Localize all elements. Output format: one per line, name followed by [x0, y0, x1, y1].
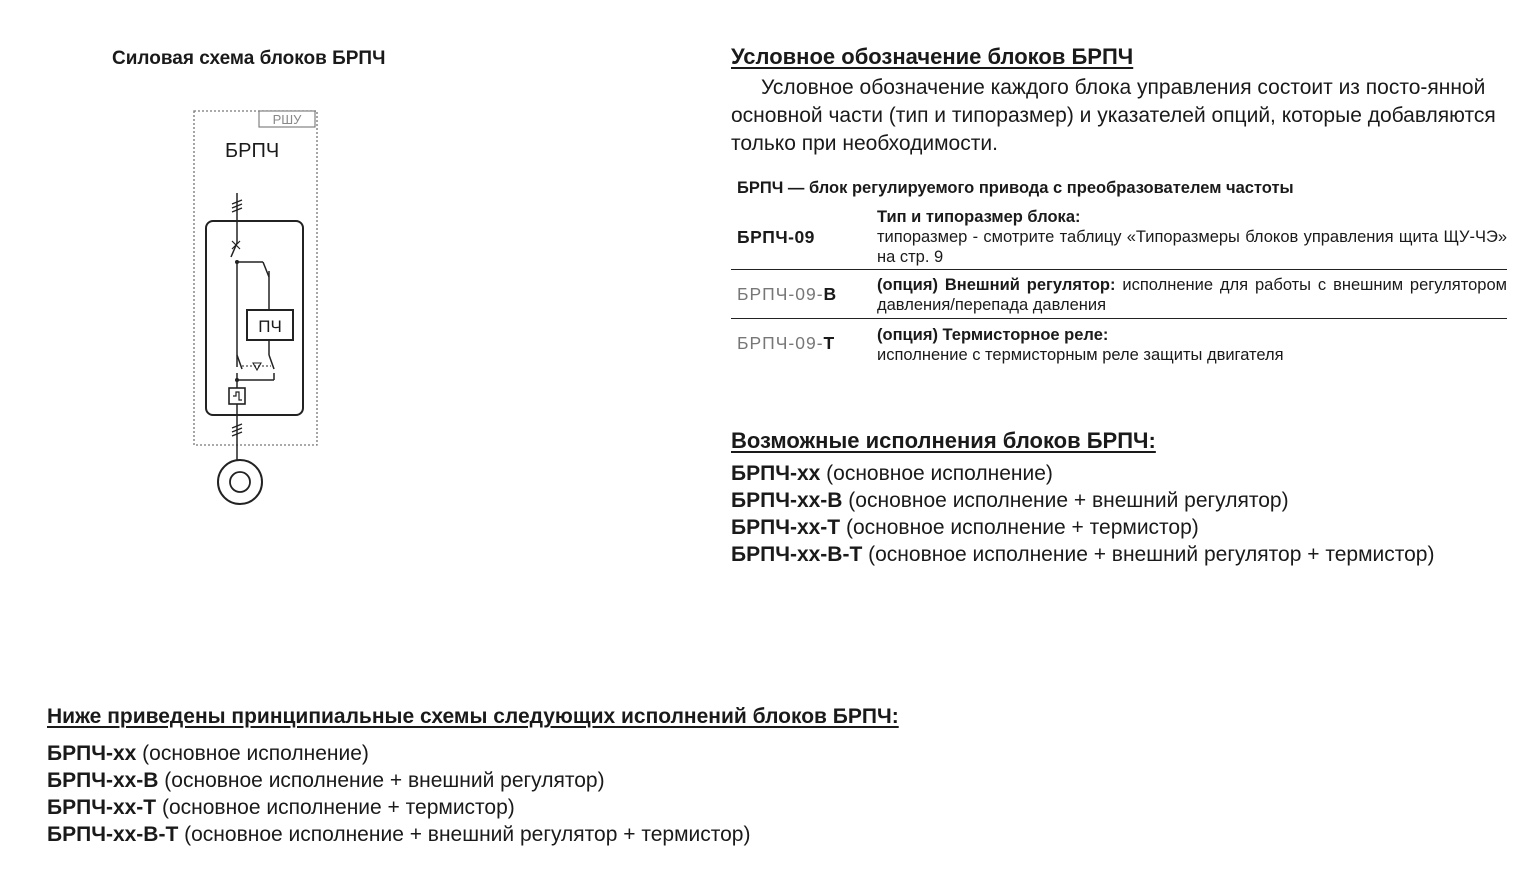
designation-code: [731, 319, 877, 368]
variants-title: Возможные исполнения блоков БРПЧ:: [731, 428, 1156, 453]
scheme-desc: (основное исполнение): [136, 742, 369, 765]
contactor-km1: [263, 262, 269, 277]
designation-code: [731, 270, 877, 318]
power-diagram-title: Силовая схема блоков БРПЧ: [112, 48, 386, 69]
list-item: [47, 767, 750, 794]
designation-text: исполнение с термисторным реле защиты двигателя: [877, 346, 1284, 364]
list-item: [47, 821, 750, 848]
designation-desc: [877, 206, 1507, 269]
code-prefix: БРПЧ-09-: [737, 283, 824, 304]
code-suffix: Т: [823, 333, 835, 353]
scheme-code: БРПЧ-хх: [47, 742, 137, 765]
table-row: [731, 270, 1507, 319]
designation-table: [731, 206, 1507, 368]
power-circuit-diagram: [185, 105, 325, 505]
designation-text: исполнение для работы с внешним регулятором давления/перепада давления: [877, 276, 1507, 314]
variant-desc: (основное исполнение): [820, 462, 1053, 485]
list-item: [731, 487, 1434, 514]
scheme-desc: (основное исполнение + термистор): [156, 796, 515, 819]
contactor-km2: [269, 355, 274, 369]
designation-desc: [877, 319, 1507, 368]
list-item: [47, 740, 750, 767]
designation-intro: Условное обозначение каждого блока управления состоит из посто-янной основной части (тип и типоразмер) и указателей опций, которые добавляются только при необходимости.: [731, 76, 1496, 155]
variant-code: БРПЧ-хх-В: [731, 489, 843, 512]
variant-code: БРПЧ-хх-В-Т: [731, 543, 863, 566]
list-item: [47, 794, 750, 821]
scheme-desc: (основное исполнение + внешний регулятор): [158, 769, 605, 792]
designation-desc: [877, 270, 1507, 318]
list-item: [731, 514, 1434, 541]
variant-desc: (основное исполнение + термистор): [840, 516, 1199, 539]
code-prefix: БРПЧ-09-: [737, 333, 824, 353]
three-phase-mark-top: [232, 200, 242, 212]
list-item: [731, 460, 1434, 487]
designation-text: типоразмер - смотрите таблицу «Типоразмеры блоков управления щита ЩУ-ЧЭ» на стр. 9: [877, 228, 1507, 266]
variants-list: [731, 460, 1434, 568]
scheme-desc: (основное исполнение + внешний регулятор + термистор): [178, 823, 751, 846]
scheme-code: БРПЧ-хх-В: [47, 769, 159, 792]
schemes-list: [47, 740, 750, 848]
designation-code: БРПЧ-09: [737, 227, 815, 247]
variant-code: БРПЧ-хх-Т: [731, 516, 841, 539]
variant-code: БРПЧ-хх: [731, 462, 821, 485]
thermal-relay: [229, 388, 245, 404]
cabinet-tag: РШУ: [272, 112, 302, 127]
designation-title: Условное обозначение блоков БРПЧ: [731, 44, 1134, 69]
motor-icon: [218, 460, 262, 504]
three-phase-mark-bottom: [232, 424, 242, 436]
block-name: БРПЧ: [225, 140, 280, 162]
frequency-converter-label: ПЧ: [258, 317, 282, 336]
schemes-title: Ниже приведены принципиальные схемы следующих исполнений блоков БРПЧ:: [47, 705, 899, 728]
brpch-definition: БРПЧ — блок регулируемого привода с преобразователем частоты: [737, 179, 1294, 197]
table-row: [731, 319, 1507, 368]
scheme-code: БРПЧ-хх-Т: [47, 796, 157, 819]
variant-desc: (основное исполнение + внешний регулятор + термистор): [862, 543, 1435, 566]
scheme-code: БРПЧ-хх-В-Т: [47, 823, 179, 846]
designation-heading: (опция) Термисторное реле:: [877, 326, 1109, 344]
variant-desc: (основное исполнение + внешний регулятор): [842, 489, 1289, 512]
table-row: [731, 206, 1507, 270]
list-item: [731, 541, 1434, 568]
code-suffix: В: [823, 283, 837, 304]
designation-heading: (опция) Внешний регулятор:: [877, 276, 1116, 294]
designation-heading: Тип и типоразмер блока:: [877, 208, 1081, 226]
